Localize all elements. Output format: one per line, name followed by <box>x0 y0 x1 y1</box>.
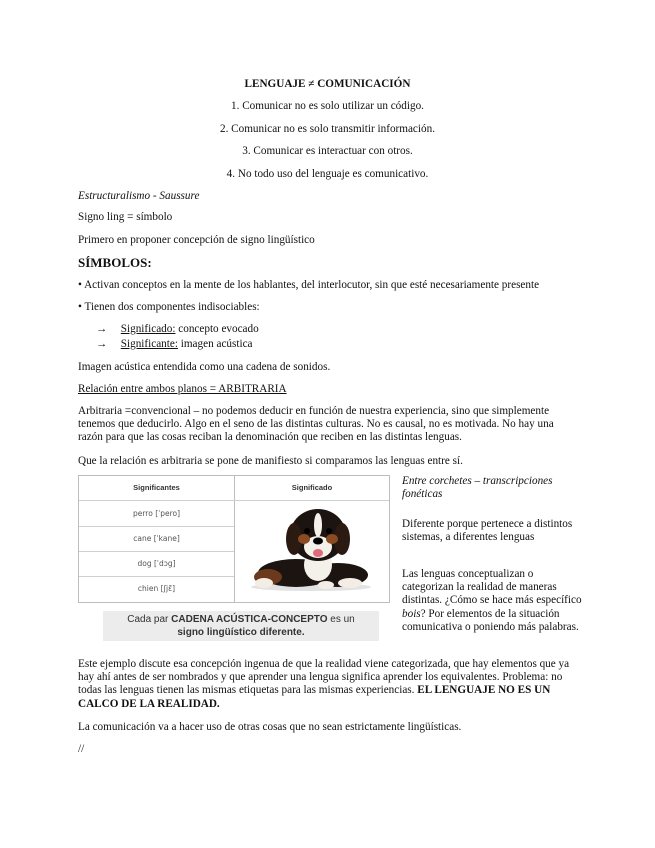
arbitraria-paragraph: Arbitraria =convencional – no podemos deducir en función de nuestra experiencia, sino que simplemente tenemos que deducirlo. Algo en el seno de las distintas culturas. No es causal, no es motivada. No hay una razón para que las cosas reciban la denominación que reciben en las distintas lenguas. <box>78 405 554 444</box>
numbered-item-2: 2. Comunicar no es solo transmitir información. <box>219 123 435 135</box>
simbolos-heading: SÍMBOLOS: <box>78 255 152 270</box>
significante-term: Significante: <box>120 338 178 350</box>
significante-desc: imagen acústica <box>177 338 253 350</box>
slashes-line: // <box>78 743 85 755</box>
signo-line: Signo ling = símbolo <box>78 211 173 223</box>
ejemplo-paragraph: Este ejemplo discute esa concepción ingenua de que la realidad viene categorizada, que hay elementos que ya hay ahí antes de ser nombrados y que aprender una lengua significa aprender los equivalentes. Problema: no todas las lenguas tienen las mismas etiquetas para las mismas experiencias. EL LENGUAJE NO ES UN CALCO DE LA REALIDAD. <box>78 658 570 710</box>
col-header-significado: Significado <box>291 483 333 492</box>
numbered-item-3: 3. Comunicar es interactuar con otros. <box>242 145 413 157</box>
table-row: perro [ˈpero] <box>132 509 180 518</box>
component-significado <box>96 323 259 336</box>
school-line: Estructuralismo - Saussure <box>78 190 200 202</box>
table-row: chien [ʃjɛ̃] <box>137 584 176 593</box>
side-note-brackets: Entre corchetes – transcripciones fonéticas <box>402 475 553 501</box>
bullet-item-2: • Tienen dos componentes indisociables: <box>78 301 260 313</box>
table-row: dog [ˈdɔg] <box>137 559 176 568</box>
col-header-significantes: Significantes <box>133 483 180 492</box>
table-row: cane [ˈkane] <box>133 534 180 543</box>
component-significante <box>96 338 253 351</box>
significado-desc: concepto evocado <box>175 323 259 335</box>
numbered-item-4: 4. No todo uso del lenguaje es comunicativo. <box>226 168 429 180</box>
page-title: LENGUAJE ≠ COMUNICACIÓN <box>244 78 411 90</box>
comunicacion-line: La comunicación va a hacer uso de otras cosas que no sean estrictamente lingüísticas. <box>78 721 462 733</box>
numbered-item-1: 1. Comunicar no es solo utilizar un código. <box>231 100 424 112</box>
que-line: Que la relación es arbitraria se pone de manifiesto si comparamos las lenguas entre sí. <box>78 455 463 467</box>
arrow-icon: → <box>96 323 108 335</box>
puppy-image <box>246 503 376 591</box>
relacion-line: Relación entre ambos planos = ARBITRARIA <box>78 383 287 395</box>
side-note-lenguas: Las lenguas conceptualizan o categorizan la realidad de maneras distintas. ¿Cómo se hace más específico bois? Por elementos de la situación comunicativa o poniendo más palabras. <box>402 568 582 633</box>
figure-caption: Cada par CADENA ACÚSTICA-CONCEPTO es un signo lingüístico diferente. <box>127 614 355 638</box>
arrow-icon: → <box>96 338 108 350</box>
primero-line: Primero en proponer concepción de signo lingüístico <box>78 234 315 246</box>
signifier-figure <box>78 475 390 641</box>
side-note-diferente: Diferente porque pertenece a distintos sistemas, a diferentes lenguas <box>402 518 573 544</box>
significado-term: Significado: <box>120 323 176 335</box>
imagen-line: Imagen acústica entendida como una cadena de sonidos. <box>78 361 331 373</box>
bullet-item-1: • Activan conceptos en la mente de los hablantes, del interlocutor, sin que esté necesariamente presente <box>78 279 540 291</box>
